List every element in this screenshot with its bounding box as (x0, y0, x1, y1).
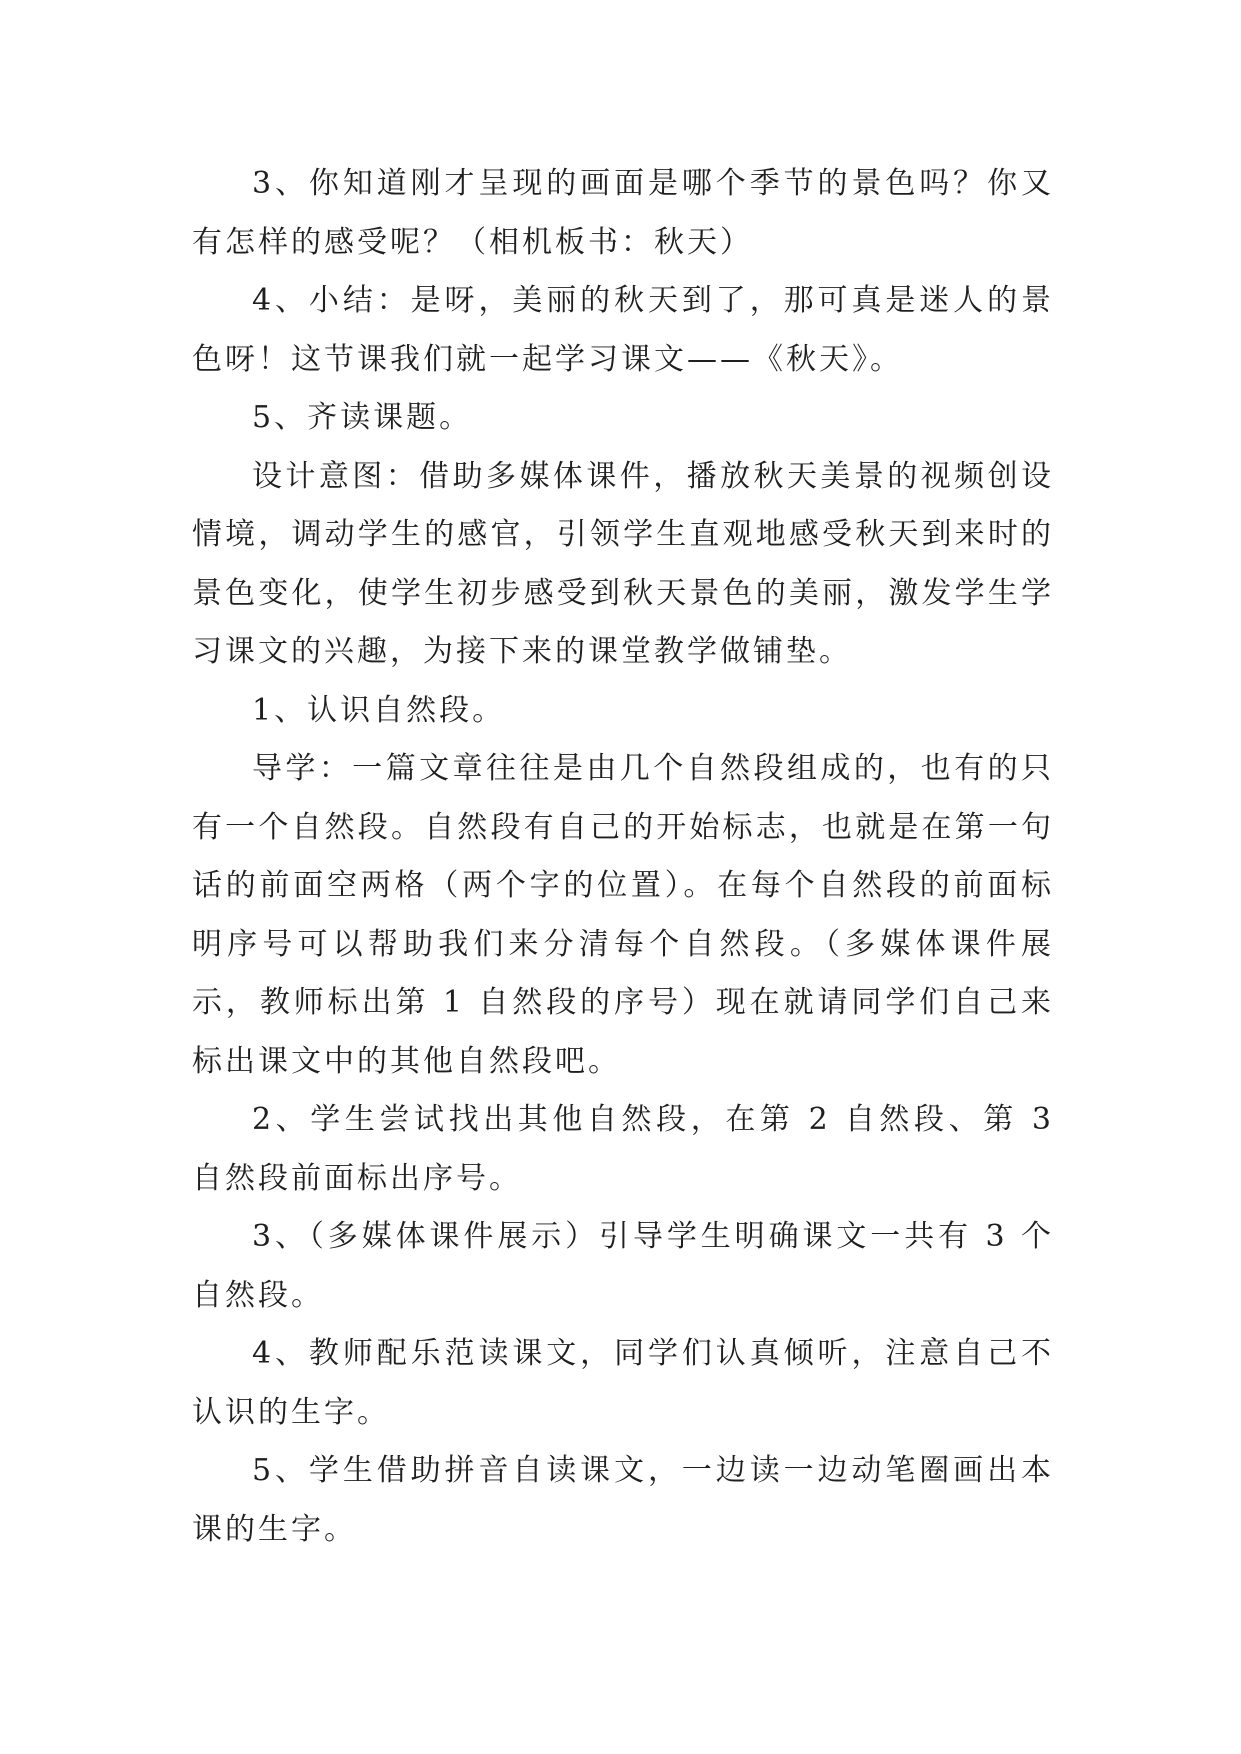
document-page (192, 155, 1054, 1559)
paragraph: 导学：一篇文章往往是由几个自然段组成的，也有的只有一个自然段。自然段有自己的开始标志，也就是在第一句话的前面空两格（两个字的位置）。在每个自然段的前面标明序号可以帮助我们来分清每个自然段。（多媒体课件展示，教师标出第 1 自然段的序号）现在就请同学们自己来标出课文中的其他自然段吧。 (192, 751, 1054, 1079)
paragraph: 2、学生尝试找出其他自然段，在第 2 自然段、第 3 自然段前面标出序号。 (192, 1102, 1054, 1196)
paragraph: 设计意图：借助多媒体课件，播放秋天美景的视频创设情境，调动学生的感官，引领学生直观地感受秋天到来时的景色变化，使学生初步感受到秋天景色的美丽，激发学生学习课文的兴趣，为接下来的课堂教学做铺垫。 (192, 458, 1054, 669)
paragraph: 4、小结：是呀，美丽的秋天到了，那可真是迷人的景色呀！这节课我们就一起学习课文——《秋天》。 (192, 283, 1054, 377)
paragraph: 5、学生借助拼音自读课文，一边读一边动笔圈画出本课的生字。 (192, 1453, 1054, 1547)
paragraph: 1、认识自然段。 (252, 692, 506, 728)
paragraph: 3、你知道刚才呈现的画面是哪个季节的景色吗？你又有怎样的感受呢？（相机板书：秋天） (192, 166, 1054, 260)
paragraph: 4、教师配乐范读课文，同学们认真倾听，注意自己不认识的生字。 (192, 1336, 1054, 1430)
paragraph: 5、齐读课题。 (252, 400, 473, 435)
paragraph: 3、（多媒体课件展示）引导学生明确课文一共有 3 个自然段。 (192, 1219, 1054, 1313)
